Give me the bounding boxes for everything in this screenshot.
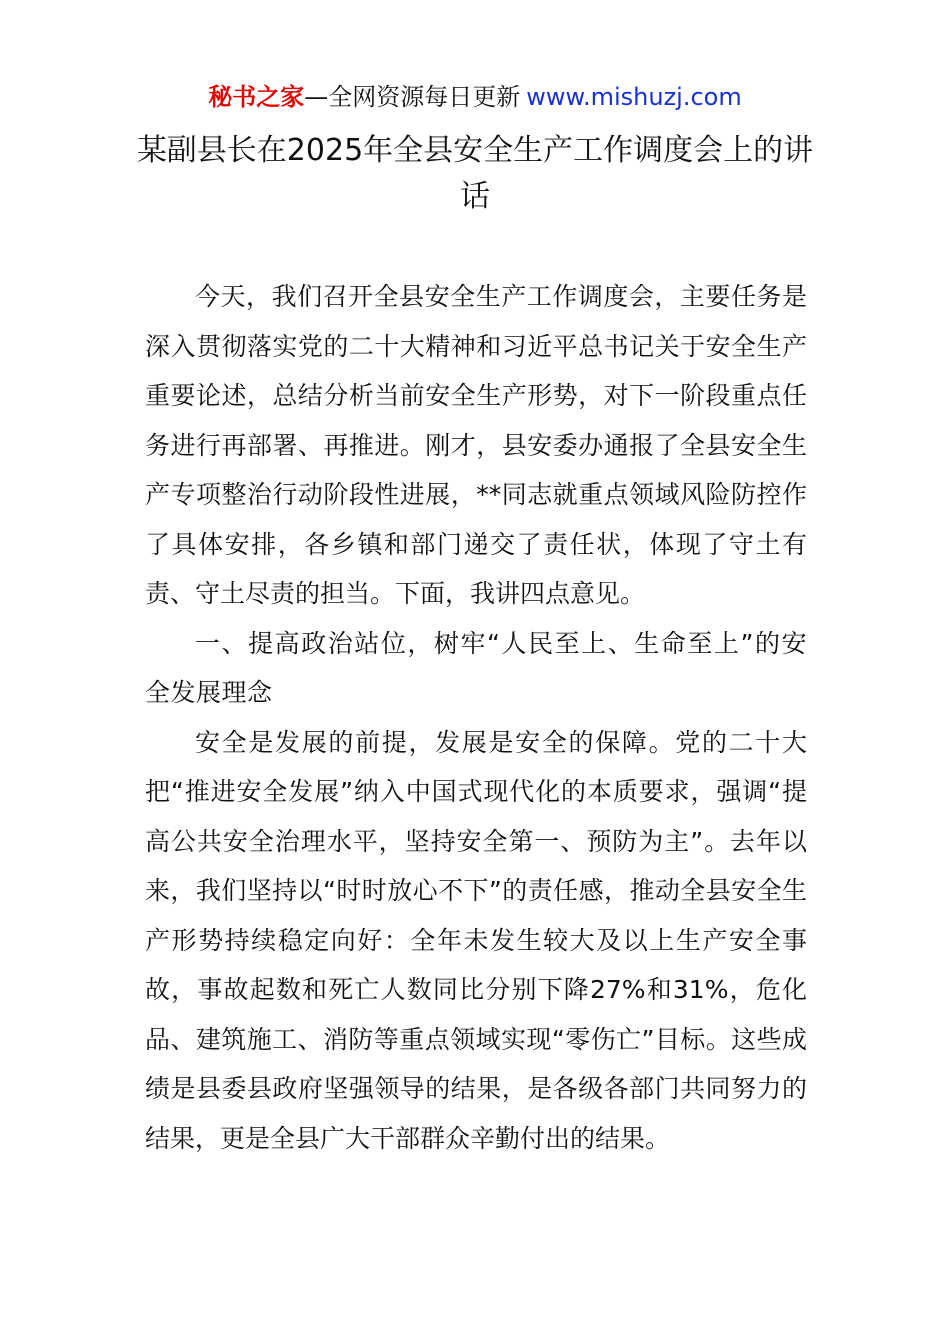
brand-name: 秘书之家 (208, 83, 305, 111)
document-body (145, 272, 807, 1163)
paragraph-intro: 今天，我们召开全县安全生产工作调度会，主要任务是深入贯彻落实党的二十大精神和习近平总书记关于安全生产重要论述，总结分析当前安全生产形势，对下一阶段重点任务进行再部署、再推进。刚才，县安委办通报了全县安全生产专项整治行动阶段性进展，**同志就重点领域风险防控作了具体安排，各乡镇和部门递交了责任状，体现了守土有责、守土尽责的担当。下面，我讲四点意见。 (145, 282, 807, 608)
site-header (0, 80, 950, 114)
section-heading-1: 一、提高政治站位，树牢“人民至上、生命至上”的安全发展理念 (145, 628, 807, 707)
header-tagline: —全网资源每日更新 (304, 83, 521, 111)
site-link[interactable]: www.mishuzj.com (526, 83, 742, 111)
paragraph-section-1: 安全是发展的前提，发展是安全的保障。党的二十大把“推进安全发展”纳入中国式现代化的本质要求，强调“提高公共安全治理水平，坚持安全第一、预防为主”。去年以来，我们坚持以“时时放心不下”的责任感，推动全县安全生产形势持续稳定向好：全年未发生较大及以上生产安全事故，事故起数和死亡人数同比分别下降27%和31%，危化品、建筑施工、消防等重点领域实现“零伤亡”目标。这些成绩是县委县政府坚强领导的结果，是各级各部门共同努力的结果，更是全县广大干部群众辛勤付出的结果。 (145, 727, 807, 1153)
document-title: 某副县长在2025年全县安全生产工作调度会上的讲话 (136, 133, 814, 214)
